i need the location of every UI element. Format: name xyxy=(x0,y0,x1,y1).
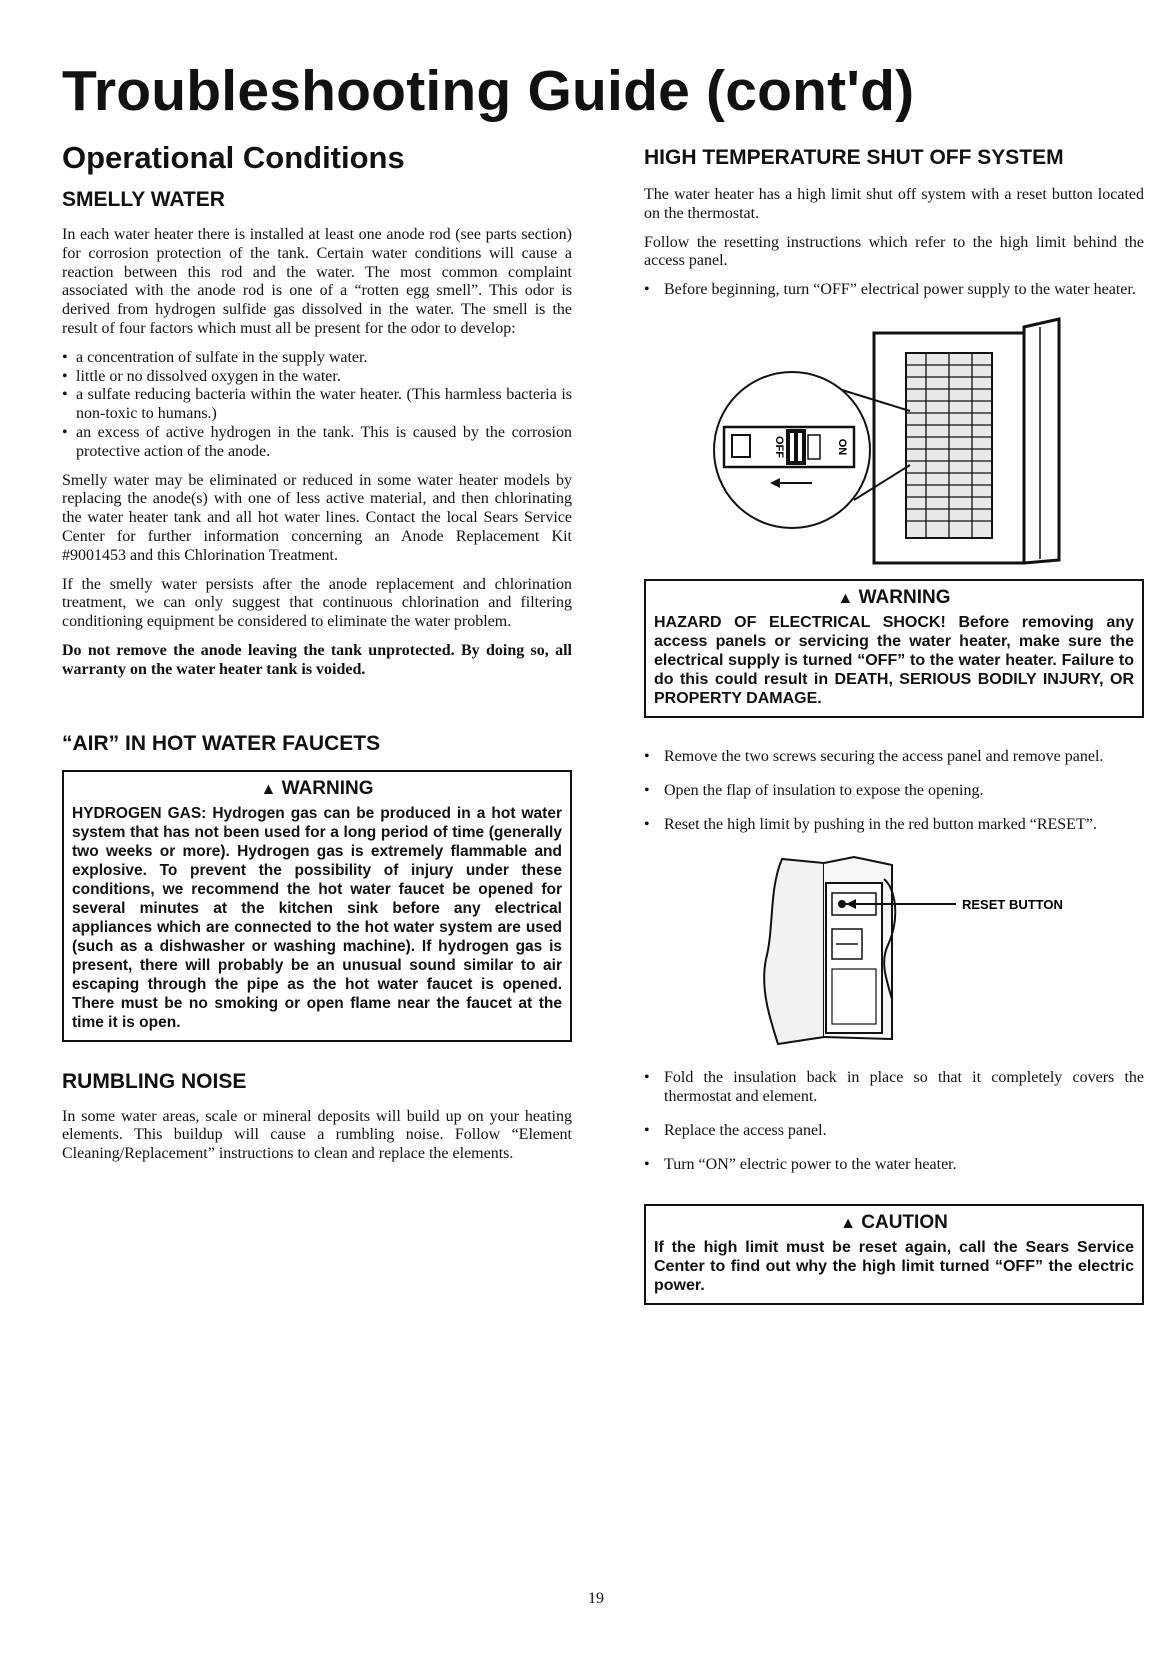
high-temp-heading: HIGH TEMPERATURE SHUT OFF SYSTEM xyxy=(644,146,1064,169)
list-item: • Fold the insulation back in place so that it completely covers the thermostat and element. xyxy=(644,1069,1144,1107)
hydrogen-warning-text: HYDROGEN GAS: Hydrogen gas can be produced in a hot water system that has not been used for a long period of time (generally two weeks or more). Hydrogen gas is extremely flammable and explosive. To prevent the possibility of injury under these conditions, we recommend the hot water faucet be opened for several minutes at the kitchen sink before any electrical appliances which are connected to the hot water system are used (such as a dishwasher or washing machine). If hydrogen gas is present, there will probably be an unusual sound similar to air escaping through the pipe as the hot water faucet is opened. There must be no smoking or open flame near the faucet at the time it is open. xyxy=(72,804,562,1031)
electrical-warning-box xyxy=(644,579,1144,718)
smelly-water-intro: In each water heater there is installed at least one anode rod (see parts section) for corrosion protection of the tank. Certain water conditions will cause a reaction between this rod and the water. The most common complaint associated with the anode rod is one of a “rotten egg smell”. This odor is derived from hydrogen sulfide gas dissolved in the water. The smell is the result of four factors which must all be present for the odor to develop: xyxy=(62,226,572,337)
warning-label: WARNING xyxy=(281,777,374,799)
air-faucets-heading: “AIR” IN HOT WATER FAUCETS xyxy=(62,731,381,755)
electrical-warning-text: HAZARD OF ELECTRICAL SHOCK! Before removing any access panels or servicing the water heater, make sure the electrical supply is turned “OFF” to the water heater. Failure to do this could result in DEATH, SERIOUS BODILY INJURY, OR PROPERTY DAMAGE. xyxy=(654,613,1134,707)
caution-box xyxy=(644,1204,1144,1305)
smelly-water-remedy: Smelly water may be eliminated or reduced in some water heater models by replacing the anode(s) with one of less active material, and then chlorinating the water heater tank and all hot water lines. Contact the local Sears Service Center for further information concerning an Anode Replacement Kit #9001453 and this Chlorination Treatment. xyxy=(62,471,572,564)
smelly-water-persist: If the smelly water persists after the anode replacement and chlorination treatment, we can only suggest that continuous chlorination and filtering conditioning equipment be considered to eliminate the water problem. xyxy=(62,575,572,631)
list-item: • an excess of active hydrogen in the tank. This is caused by the corrosion protective action of the anode. xyxy=(62,424,572,462)
insulation-flap xyxy=(764,859,824,1044)
caution-label: CAUTION xyxy=(861,1211,948,1233)
thermostat-figure xyxy=(674,849,1114,1049)
high-limit-follow: Follow the resetting instructions which refer to the high limit behind the access panel. xyxy=(644,233,1144,270)
list-item: • a concentration of sulfate in the supply water. xyxy=(62,349,572,368)
rumbling-noise-heading: RUMBLING NOISE xyxy=(62,1069,247,1093)
list-item: • Open the flap of insulation to expose the opening. xyxy=(644,782,1144,801)
warning-triangle-icon: ▲ xyxy=(260,780,277,798)
warning-label: WARNING xyxy=(858,586,951,608)
list-item: • a sulfate reducing bacteria within the water heater. (This harmless bacteria is non-toxic to humans.) xyxy=(62,386,572,424)
right-column xyxy=(644,146,1144,1305)
smelly-water-heading: SMELLY WATER xyxy=(62,188,225,211)
anode-warranty-note: Do not remove the anode leaving the tank unprotected. By doing so, all warranty on the water heater tank is voided. xyxy=(62,641,572,678)
panel-door xyxy=(1024,319,1059,563)
finish-steps-list xyxy=(644,1069,1144,1174)
reset-button-label: RESET BUTTON xyxy=(962,897,1063,913)
caution-text: If the high limit must be reset again, call the Sears Service Center to find out why the high limit turned “OFF” the electric power. xyxy=(654,1238,1134,1294)
page-number: 19 xyxy=(588,1590,604,1607)
caution-triangle-icon: ▲ xyxy=(840,1214,856,1232)
section-subtitle: Operational Conditions xyxy=(62,140,405,175)
high-limit-intro: The water heater has a high limit shut off system with a reset button located on the thermostat. xyxy=(644,186,1144,222)
list-item: • Replace the access panel. xyxy=(644,1122,1144,1141)
list-item: • Before beginning, turn “OFF” electrical power supply to the water heater. xyxy=(644,281,1144,300)
breaker-on-label: ON xyxy=(836,438,848,456)
list-item: • Reset the high limit by pushing in the red button marked “RESET”. xyxy=(644,816,1144,835)
reset-steps-list xyxy=(644,748,1144,834)
warning-triangle-icon: ▲ xyxy=(837,589,854,607)
breaker-off-label: OFF xyxy=(773,435,785,458)
page-title: Troubleshooting Guide (cont'd) xyxy=(62,59,915,123)
breaker-lever xyxy=(786,429,806,465)
list-item: • Turn “ON” electric power to the water heater. xyxy=(644,1156,1144,1175)
list-item: • little or no dissolved oxygen in the water. xyxy=(62,368,572,387)
list-item: • Remove the two screws securing the access panel and remove panel. xyxy=(644,748,1144,767)
breaker-panel-figure xyxy=(674,315,1114,575)
rumbling-noise-text: In some water areas, scale or mineral deposits will build up on your heating elements. This buildup will cause a rumbling noise. Follow “Element Cleaning/Replacement” instructions to clean and replace the elements. xyxy=(62,1107,572,1163)
left-column xyxy=(62,140,572,1174)
odor-factors-list xyxy=(62,349,572,462)
reset-button-icon xyxy=(838,900,846,908)
hydrogen-warning-box xyxy=(62,770,572,1042)
